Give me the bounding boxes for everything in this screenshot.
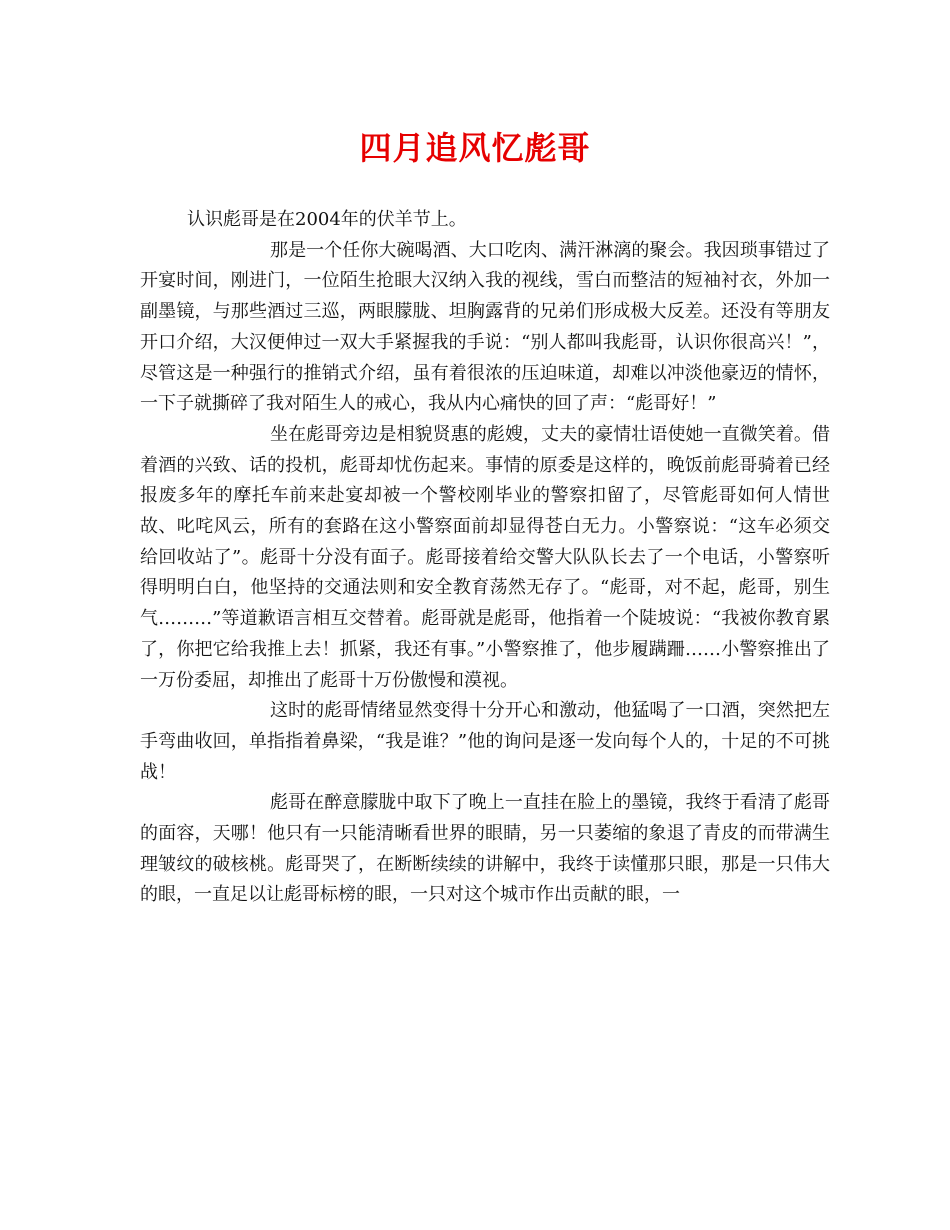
paragraph: 坐在彪哥旁边是相貌贤惠的彪嫂，丈夫的豪情壮语使她一直微笑着。借着酒的兴致、话的投机，彪哥却忧伤起来。事情的原委是这样的，晚饭前彪哥骑着已经报废多年的摩托车前来赴宴却被一个警校刚毕业的警察扣留了，尽管彪哥如何人情世故、叱咤风云，所有的套路在这小警察面前却显得苍白无力。小警察说：“这车必须交给回收站了”。彪哥十分没有面子。彪哥接着给交警大队队长去了一个电话，小警察听得明明白白，他坚持的交通法则和安全教育荡然无存了。“彪哥，对不起，彪哥，别生气………”等道歉语言相互交替着。彪哥就是彪哥，他指着一个陡坡说：“我被你教育累了，你把它给我推上去！抓紧，我还有事。”小警察推了，他步履蹒跚……小警察推出了一万份委屈，却推出了彪哥十万份傲慢和漠视。 <box>140 423 830 691</box>
paragraph: 认识彪哥是在2004年的伏羊节上。 <box>187 209 467 230</box>
document-title: 四月追风忆彪哥 <box>359 129 591 167</box>
paragraph: 彪哥在醉意朦胧中取下了晚上一直挂在脸上的墨镜，我终于看清了彪哥的面容，天哪！他只有一只能清晰看世界的眼睛，另一只萎缩的象退了青皮的而带满生理皱纹的破核桃。彪哥哭了，在断断续续的讲解中，我终于读懂那只眼，那是一只伟大的眼，一直足以让彪哥标榜的眼，一只对这个城市作出贡献的眼，一 <box>140 792 830 906</box>
document-body <box>140 205 830 911</box>
paragraph: 这时的彪哥情绪显然变得十分开心和激动，他猛喝了一口酒，突然把左手弯曲收回，单指指着鼻梁，“我是谁？”他的询问是逐一发向每个人的，十足的不可挑战！ <box>140 700 830 783</box>
paragraph: 那是一个任你大碗喝酒、大口吃肉、满汗淋漓的聚会。我因琐事错过了开宴时间，刚进门，一位陌生抢眼大汉纳入我的视线，雪白而整洁的短袖衬衣，外加一副墨镜，与那些酒过三巡，两眼朦胧、坦胸露背的兄弟们形成极大反差。还没有等朋友开口介绍，大汉便伸过一双大手紧握我的手说：“别人都叫我彪哥，认识你很高兴！”，尽管这是一种强行的推销式介绍，虽有着很浓的压迫味道，却难以冲淡他豪迈的情怀，一下子就撕碎了我对陌生人的戒心，我从内心痛快的回了声：“彪哥好！” <box>140 239 830 415</box>
